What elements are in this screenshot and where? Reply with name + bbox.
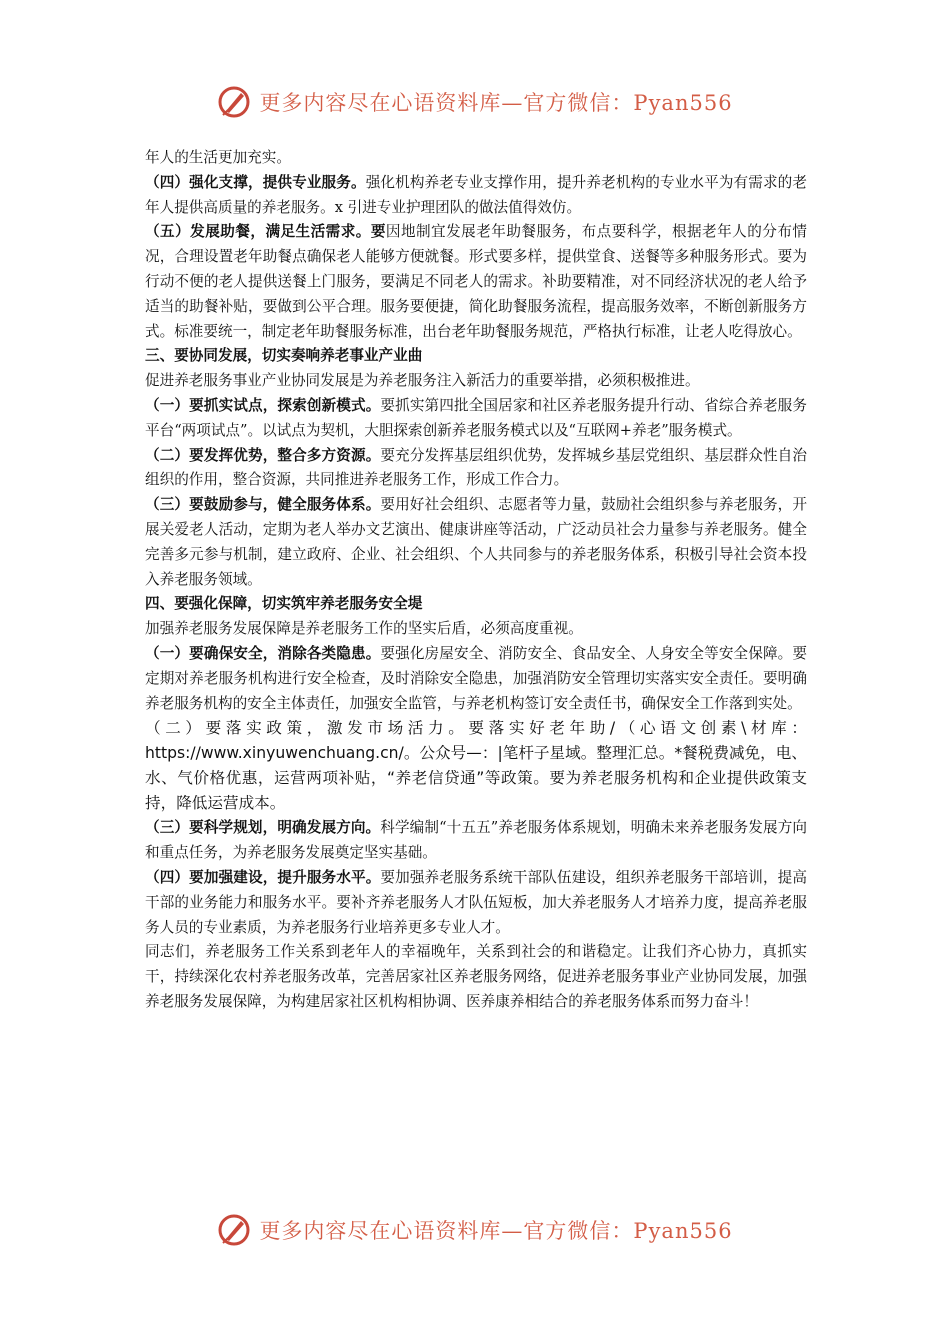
header-banner xyxy=(0,80,950,124)
section-heading: 四、要强化保障，切实筑牢养老服务安全堤 xyxy=(145,595,423,613)
paragraph: （四）要加强建设，提升服务水平。要加强养老服务系统干部队伍建设，组织养老服务干部培训，提高干部的业务能力和服务水平。要补齐养老服务人才队伍短板，加大养老服务人才培养力度，提高养老服务人员的专业素质，为养老服务行业培养更多专业人才。 xyxy=(145,868,807,936)
document-body xyxy=(145,146,807,1015)
logo-icon xyxy=(217,1213,251,1247)
paragraph: （四）强化支撑，提供专业服务。强化机构养老专业支撑作用，提升养老机构的专业水平为有需求的老年人提供高质量的养老服务。x 引进专业护理团队的做法值得效仿。 xyxy=(145,173,807,216)
paragraph: （二）要落实政策，激发市场活力。要落实好老年助/（心语文创素\材库：https://www.xinyuwenchuang.cn/。公众号—：|笔杆子星域。整理汇总。*餐税费减免，电、水、气价格优惠，运营两项补贴，“养老信贷通”等政策。要为养老服务机构和企业提供政策支持，降低运营成本。 xyxy=(145,719,807,813)
paragraph: （二）要发挥优势，整合多方资源。要充分发挥基层组织优势，发挥城乡基层党组织、基层群众性自治组织的作用，整合资源，共同推进养老服务工作，形成工作合力。 xyxy=(145,446,807,489)
paragraph: （一）要确保安全，消除各类隐患。要强化房屋安全、消防安全、食品安全、人身安全等安全保障。要定期对养老服务机构进行安全检查，及时消除安全隐患，加强消防安全管理切实落实安全责任。要明确养老服务机构的安全主体责任，加强安全监管，与养老机构签订安全责任书，确保安全工作落到实处。 xyxy=(145,644,807,712)
paragraph: 同志们，养老服务工作关系到老年人的幸福晚年，关系到社会的和谐稳定。让我们齐心协力，真抓实干，持续深化农村养老服务改革，完善居家社区养老服务网络，促进养老服务事业产业协同发展，加强养老服务发展保障，为构建居家社区机构相协调、医养康养相结合的养老服务体系而努力奋斗！ xyxy=(145,943,807,1010)
paragraph: （三）要科学规划，明确发展方向。科学编制“十五五”养老服务体系规划，明确未来养老服务发展方向和重点任务，为养老服务发展奠定坚实基础。 xyxy=(145,819,807,862)
banner-text: 更多内容尽在心语资料库—官方微信：Pyan556 xyxy=(259,1219,733,1243)
paragraph: 加强养老服务发展保障是养老服务工作的坚实后盾，必须高度重视。 xyxy=(145,620,583,638)
paragraph: 促进养老服务事业产业协同发展是为养老服务注入新活力的重要举措，必须积极推进。 xyxy=(145,372,700,390)
paragraph: （一）要抓实试点，探索创新模式。要抓实第四批全国居家和社区养老服务提升行动、省综合养老服务平台“两项试点”。以试点为契机，大胆探索创新养老服务模式以及“互联网+养老”服务模式。 xyxy=(145,396,807,439)
footer-banner xyxy=(0,1208,950,1252)
banner-text: 更多内容尽在心语资料库—官方微信：Pyan556 xyxy=(259,91,733,115)
section-heading: 三、要协同发展，切实奏响养老事业产业曲 xyxy=(145,347,423,365)
paragraph: （三）要鼓励参与，健全服务体系。要用好社会组织、志愿者等力量，鼓励社会组织参与养老服务，开展关爱老人活动，定期为老人举办文艺演出、健康讲座等活动，广泛动员社会力量参与养老服务。健全完善多元参与机制，建立政府、企业、社会组织、个人共同参与的养老服务体系，积极引导社会资本投入养老服务领域。 xyxy=(145,496,807,588)
paragraph: （五）发展助餐，满足生活需求。要因地制宜发展老年助餐服务，布点要科学，根据老年人的分布情况，合理设置老年助餐点确保老人能够方便就餐。形式要多样，提供堂食、送餐等多种服务形式。要为行动不便的老人提供送餐上门服务，要满足不同老人的需求。补助要精准，对不同经济状况的老人给予适当的助餐补贴，要做到公平合理。服务要便捷，简化助餐服务流程，提高服务效率，不断创新服务方式。标准要统一，制定老年助餐服务标准，出台老年助餐服务规范，严格执行标准，让老人吃得放心。 xyxy=(145,223,807,340)
logo-icon xyxy=(217,85,251,119)
paragraph: 年人的生活更加充实。 xyxy=(145,149,291,166)
